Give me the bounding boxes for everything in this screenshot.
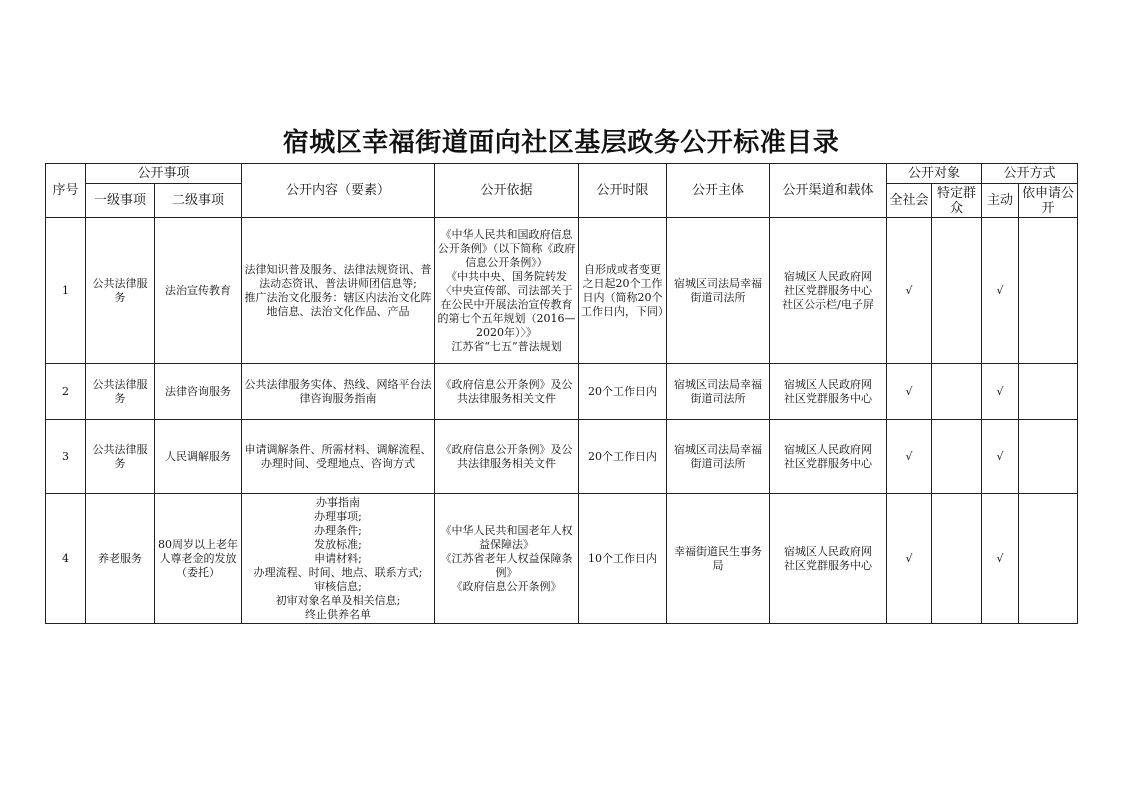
row-content bbox=[242, 494, 435, 624]
row-level2: 80周岁以上老年人尊老金的发放（委托） bbox=[155, 494, 242, 624]
row-level2: 法律咨询服务 bbox=[155, 364, 242, 420]
row-target-all-mark: √ bbox=[887, 494, 932, 624]
row-channel-line: 宿城区人民政府网 bbox=[784, 269, 873, 283]
row-channel bbox=[770, 364, 887, 420]
header-timelimit: 公开时限 bbox=[579, 164, 667, 218]
row-subject: 宿城区司法局幸福街道司法所 bbox=[667, 364, 770, 420]
row-basis-line: 《政府信息公开条例》及公共法律服务相关文件 bbox=[440, 442, 573, 470]
header-method-request: 依申请公开 bbox=[1019, 184, 1078, 218]
row-method-active-mark: √ bbox=[982, 494, 1019, 624]
row-level1: 养老服务 bbox=[86, 494, 155, 624]
row-content-line: 办理事项; bbox=[314, 509, 362, 523]
row-seq: 4 bbox=[46, 494, 86, 624]
row-channel-line: 社区党群服务中心 bbox=[784, 558, 873, 572]
row-timelimit: 自形成或者变更之日起20个工作日内（简称20个工作日内，下同） bbox=[579, 218, 667, 364]
table-body bbox=[46, 218, 1078, 624]
header-level1: 一级事项 bbox=[86, 184, 155, 218]
row-channel bbox=[770, 420, 887, 494]
header-method-group: 公开方式 bbox=[982, 164, 1078, 184]
row-method-active-mark: √ bbox=[982, 364, 1019, 420]
row-target-all-mark: √ bbox=[887, 218, 932, 364]
table-row bbox=[46, 364, 1078, 420]
row-content bbox=[242, 218, 435, 364]
row-content-line: 申请调解条件、所需材料、调解流程、办理时间、受理地点、咨询方式 bbox=[244, 442, 432, 470]
row-content-line: 发放标准; bbox=[314, 537, 362, 551]
row-content-line: 终止供养名单 bbox=[305, 607, 372, 621]
header-basis: 公开依据 bbox=[435, 164, 579, 218]
row-basis bbox=[435, 364, 579, 420]
row-method-request-mark bbox=[1019, 494, 1078, 624]
row-content-line: 初审对象名单及相关信息; bbox=[275, 593, 401, 607]
header-seq: 序号 bbox=[46, 164, 86, 218]
row-method-request-mark bbox=[1019, 218, 1078, 364]
row-basis-line: 《江苏省老年人权益保障条例》 bbox=[440, 551, 573, 579]
row-content-line: 公共法律服务实体、热线、网络平台法律咨询服务指南 bbox=[244, 377, 432, 405]
row-target-specific-mark bbox=[932, 420, 982, 494]
row-timelimit: 20个工作日内 bbox=[579, 420, 667, 494]
row-method-active-mark: √ bbox=[982, 420, 1019, 494]
row-content-line: 法律知识普及服务、法律法规资讯、普法动态资讯、普法讲师团信息等; bbox=[244, 262, 432, 290]
row-basis-line: 《中共中央、国务院转发〈中央宣传部、司法部关于在公民中开展法治宣传教育的第七个五年规划（2016—2020年）〉》 bbox=[437, 269, 576, 339]
row-content-line: 审核信息; bbox=[314, 579, 362, 593]
header-target-specific: 特定群众 bbox=[932, 184, 982, 218]
row-seq: 1 bbox=[46, 218, 86, 364]
row-timelimit: 10个工作日内 bbox=[579, 494, 667, 624]
row-content-line: 推广法治文化服务：辖区内法治文化阵地信息、法治文化作品、产品 bbox=[244, 290, 432, 318]
row-seq: 3 bbox=[46, 420, 86, 494]
row-basis-line: 《政府信息公开条例》 bbox=[451, 579, 562, 593]
row-channel-line: 社区党群服务中心 bbox=[784, 391, 873, 405]
row-basis-line: 《中华人民共和国老年人权益保障法》 bbox=[440, 523, 573, 551]
header-row-1 bbox=[46, 164, 1078, 184]
row-target-specific-mark bbox=[932, 364, 982, 420]
row-method-active-mark: √ bbox=[982, 218, 1019, 364]
row-channel-line: 宿城区人民政府网 bbox=[784, 377, 873, 391]
row-basis-line: 《中华人民共和国政府信息公开条例》（以下简称《政府信息公开条例》） bbox=[437, 227, 576, 269]
row-subject: 宿城区司法局幸福街道司法所 bbox=[667, 420, 770, 494]
row-basis bbox=[435, 218, 579, 364]
row-content bbox=[242, 420, 435, 494]
row-channel bbox=[770, 218, 887, 364]
row-channel-line: 社区党群服务中心 bbox=[784, 283, 873, 297]
row-content-line: 办事指南 bbox=[316, 495, 361, 509]
row-content-line: 办理流程、时间、地点、联系方式; bbox=[253, 565, 423, 579]
row-basis-line: 《政府信息公开条例》及公共法律服务相关文件 bbox=[440, 377, 573, 405]
row-channel bbox=[770, 494, 887, 624]
row-subject: 幸福街道民生事务局 bbox=[667, 494, 770, 624]
row-channel-line: 社区党群服务中心 bbox=[784, 456, 873, 470]
row-basis bbox=[435, 494, 579, 624]
page-title: 宿城区幸福街道面向社区基层政务公开标准目录 bbox=[282, 128, 840, 158]
row-basis-line: 江苏省“七五”普法规划 bbox=[451, 339, 562, 353]
row-level2: 人民调解服务 bbox=[155, 420, 242, 494]
header-target-all: 全社会 bbox=[887, 184, 932, 218]
header-channel: 公开渠道和载体 bbox=[770, 164, 887, 218]
table-row bbox=[46, 420, 1078, 494]
header-level2: 二级事项 bbox=[155, 184, 242, 218]
row-method-request-mark bbox=[1019, 420, 1078, 494]
table-row bbox=[46, 494, 1078, 624]
row-channel-line: 宿城区人民政府网 bbox=[784, 442, 873, 456]
row-level1: 公共法律服务 bbox=[86, 364, 155, 420]
header-items-group: 公开事项 bbox=[86, 164, 242, 184]
row-content bbox=[242, 364, 435, 420]
row-level2: 法治宣传教育 bbox=[155, 218, 242, 364]
table-row bbox=[46, 218, 1078, 364]
catalog-table bbox=[45, 163, 1078, 624]
row-target-all-mark: √ bbox=[887, 364, 932, 420]
row-channel-line: 宿城区人民政府网 bbox=[784, 544, 873, 558]
row-target-specific-mark bbox=[932, 218, 982, 364]
row-channel-line: 社区公示栏/电子屏 bbox=[782, 297, 874, 311]
header-target-group: 公开对象 bbox=[887, 164, 982, 184]
header-method-active: 主动 bbox=[982, 184, 1019, 218]
header-subject: 公开主体 bbox=[667, 164, 770, 218]
row-seq: 2 bbox=[46, 364, 86, 420]
row-target-specific-mark bbox=[932, 494, 982, 624]
row-content-line: 办理条件; bbox=[314, 523, 362, 537]
row-level1: 公共法律服务 bbox=[86, 218, 155, 364]
row-basis bbox=[435, 420, 579, 494]
row-timelimit: 20个工作日内 bbox=[579, 364, 667, 420]
row-target-all-mark: √ bbox=[887, 420, 932, 494]
row-method-request-mark bbox=[1019, 364, 1078, 420]
header-content: 公开内容（要素） bbox=[242, 164, 435, 218]
row-subject: 宿城区司法局幸福街道司法所 bbox=[667, 218, 770, 364]
row-content-line: 申请材料; bbox=[314, 551, 362, 565]
row-level1: 公共法律服务 bbox=[86, 420, 155, 494]
